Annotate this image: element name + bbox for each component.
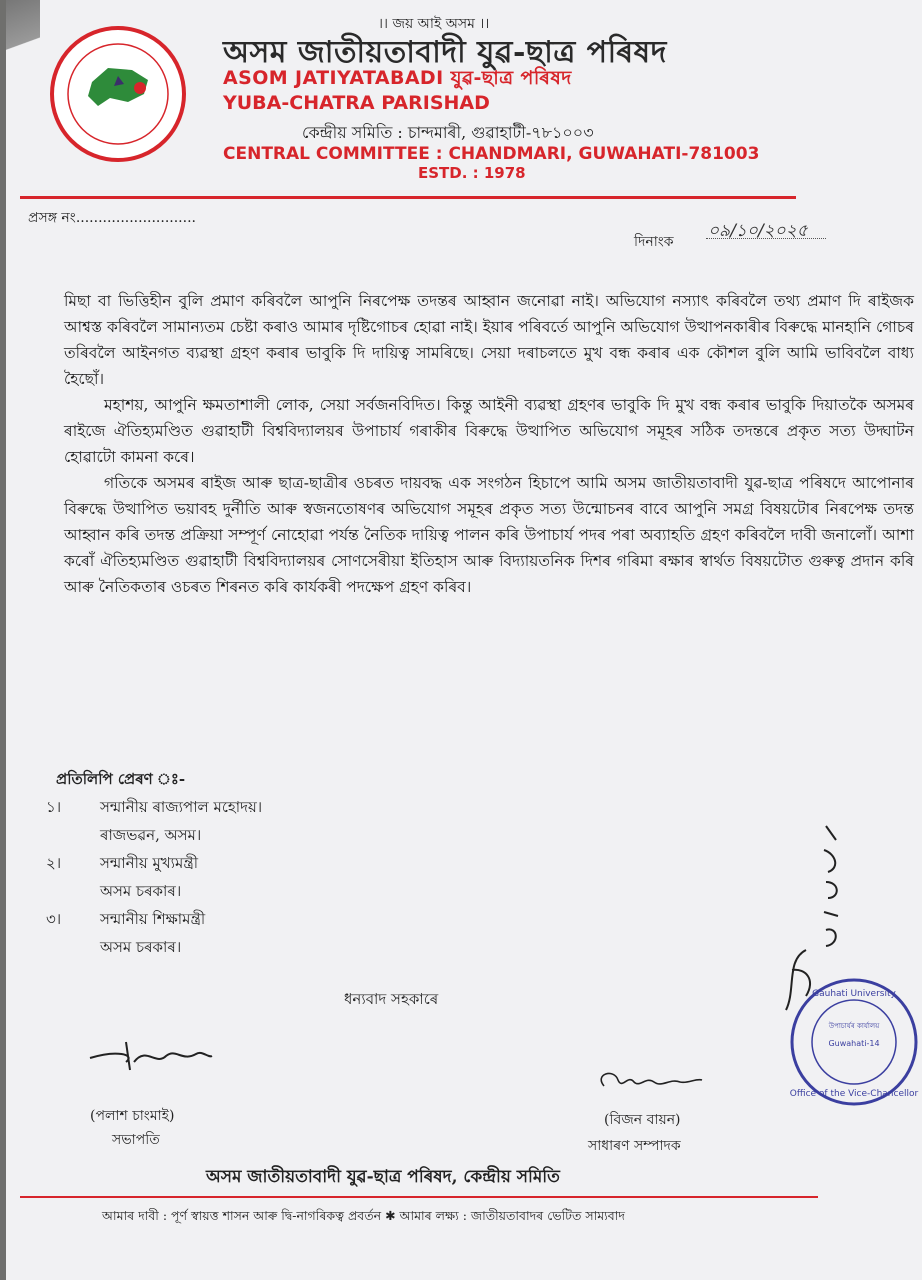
- closing-thanks: ধন্যবাদ সহকাৰে: [344, 990, 439, 1008]
- committee-bengali: কেন্দ্ৰীয় সমিতি : চান্দমাৰী, গুৱাহাটী-৭৮১০০৩: [302, 123, 594, 142]
- reference-number: প্ৰসঙ্গ নং...........................: [28, 210, 196, 226]
- copy-line: অসম চৰকাৰ।: [100, 938, 182, 956]
- copy-item-line2: [46, 824, 446, 852]
- letter-page: [6, 0, 922, 1280]
- copy-item: [46, 796, 446, 824]
- letter-body: [64, 288, 914, 600]
- copy-item: [46, 908, 446, 936]
- president-signature: [86, 1036, 216, 1076]
- copy-line: সন্মানীয় শিক্ষামন্ত্ৰী: [100, 910, 206, 928]
- copy-line: অসম চৰকাৰ।: [100, 882, 182, 900]
- header-divider: [20, 196, 796, 199]
- org-name-bengali: অসম জাতীয়তাবাদী যুৱ-ছাত্ৰ পৰিষদ: [223, 35, 667, 70]
- secretary-role: সাধাৰণ সম্পাদক: [588, 1138, 681, 1154]
- org-name-english-line2: YUBA-CHATRA PARISHAD: [223, 92, 490, 114]
- secretary-name: (বিজন বায়ন): [604, 1112, 681, 1128]
- president-role: সভাপতি: [112, 1132, 160, 1148]
- copy-line: সন্মানীয় ৰাজ্যপাল মহোদয়।: [100, 798, 263, 816]
- paragraph-2: মহাশয়, আপুনি ক্ষমতাশালী লোক, সেয়া সৰ্বজনবিদিত। কিন্তু আইনী ব্যৱস্থা গ্ৰহণৰ ভাবুকি দি মুখ বন্ধ কৰাৰ ভাবুকি দিয়াতকৈ অসমৰ ৰাইজে ঐতিহ্যমণ্ডিত গুৱাহাটী বিশ্ববিদ্যালয়ৰ উপাচাৰ্য গৰাকীৰ বিৰুদ্ধে উত্থাপিত অভিযোগ সমূহৰ সঠিক তদন্তৰে প্ৰকৃত সত্য উদ্ঘাটন হোৱাটো কামনা কৰে।: [64, 396, 914, 466]
- copy-line: সন্মানীয় মুখ্যমন্ত্ৰী: [100, 854, 199, 872]
- copy-num: ৩।: [46, 910, 62, 928]
- copy-to-heading: প্ৰতিলিপি প্ৰেৰণ ঃ-: [56, 770, 186, 788]
- organisation-logo: [48, 24, 188, 164]
- date-underline: [706, 238, 826, 239]
- committee-english: CENTRAL COMMITTEE : CHANDMARI, GUWAHATI-781003: [223, 144, 760, 164]
- stamp-inner-text: Gauhati University: [812, 989, 896, 999]
- date-label: দিনাংক: [634, 234, 674, 250]
- copy-item-line2: [46, 880, 446, 908]
- copy-to-list: [46, 796, 446, 964]
- copy-line: ৰাজভৱন, অসম।: [100, 826, 202, 844]
- footer-slogan: আমাৰ দাবী : পূৰ্ণ স্বায়ত্ত শাসন আৰু দ্বি-নাগৰিকত্ব প্ৰবৰ্তন ✱ আমাৰ লক্ষ্য : জাতীয়তাবাদৰ ভেটিত সাম্যবাদ: [102, 1208, 625, 1223]
- president-name: (পলাশ চাংমাই): [90, 1108, 175, 1124]
- org-name-bengali-tail: যুৱ-ছাত্ৰ পৰিষদ: [450, 67, 572, 89]
- established-year: ESTD. : 1978: [418, 164, 526, 182]
- background-corner: [6, 0, 40, 70]
- copy-item: [46, 852, 446, 880]
- stamp-centre: Guwahati-14: [828, 1039, 880, 1048]
- paragraph-1: মিছা বা ভিত্তিহীন বুলি প্ৰমাণ কৰিবলৈ আপুনি নিৰপেক্ষ তদন্তৰ আহ্বান জনোৱা নাই। অভিযোগ নস্যাৎ কৰিবলৈ তথ্য প্ৰমাণ দি ৰাইজক আশ্বস্ত কৰিবলৈ সামান্যতম চেষ্টা কৰাও আমাৰ দৃষ্টিগোচৰ হোৱা নাই। ইয়াৰ পৰিবৰ্তে আপুনি অভিযোগ উত্থাপনকাৰীৰ বিৰুদ্ধে মানহানি গোচৰ তৰিবলৈ আইনগত ব্যৱস্থা গ্ৰহণ কৰাৰ ভাবুকি দি দায়িত্ব সামৰিছে। সেয়া দৰাচলতে মুখ বন্ধ কৰাৰ এক কৌশল বুলি আমি ভাবিবলৈ বাধ্য হৈছোঁ।: [64, 292, 914, 388]
- official-stamp: [788, 976, 920, 1108]
- footer-divider: [20, 1196, 818, 1198]
- stamp-bengali-text: উপাচাৰ্যৰ কাৰ্যালয়: [828, 1022, 880, 1030]
- copy-num: ২।: [46, 854, 62, 872]
- paragraph-3: গতিকে অসমৰ ৰাইজ আৰু ছাত্ৰ-ছাত্ৰীৰ ওচৰত দায়বদ্ধ এক সংগঠন হিচাপে আমি অসম জাতীয়তাবাদী যুৱ-ছাত্ৰ পৰিষদে আপোনাৰ বিৰুদ্ধে উত্থাপিত ভয়াবহ দুৰ্নীতি আৰু স্বজনতোষণৰ অভিযোগ সমূহৰ প্ৰকৃত সত্য উন্মোচনৰ বাবে আপুনি সমগ্ৰ বিষয়টোৰ নিৰপেক্ষ তদন্ত আহ্বান কৰি তদন্ত প্ৰক্ৰিয়া সম্পূৰ্ণ নোহোৱা পৰ্যন্ত নৈতিক দায়িত্ব পালন কৰি উপাচাৰ্য পদৰ পৰা অব্যাহতি গ্ৰহণ কৰিবলৈ দাবী জনালোঁ। আশা কৰোঁ ঐতিহ্যমণ্ডিত গুৱাহাটী বিশ্ববিদ্যালয়ৰ সোণসেৰীয়া ইতিহাস আৰু বিদ্যায়তনিক দিশৰ গৰিমা ৰক্ষাৰ স্বাৰ্থত বিষয়টোত গুৰুত্ব প্ৰদান কৰি আৰু নৈতিকতাৰ ওচৰত শিৰনত কৰি কাৰ্যকৰী পদক্ষেপ গ্ৰহণ কৰিব।: [64, 474, 914, 596]
- date-value: ০৯/১০/২০২৫: [708, 221, 808, 241]
- stamp-outer-text: Office of the Vice-Chancellor: [789, 1089, 919, 1099]
- copy-item-line2: [46, 936, 446, 964]
- org-name-english-part: ASOM JATIYATABADI: [223, 67, 444, 89]
- copy-num: ১।: [46, 798, 62, 816]
- footer-organisation: অসম জাতীয়তাবাদী যুৱ-ছাত্ৰ পৰিষদ, কেন্দ্ৰীয় সমিতি: [206, 1167, 560, 1187]
- secretary-signature: [594, 1064, 704, 1098]
- slogan: ।। জয় আই অসম ।।: [378, 16, 490, 32]
